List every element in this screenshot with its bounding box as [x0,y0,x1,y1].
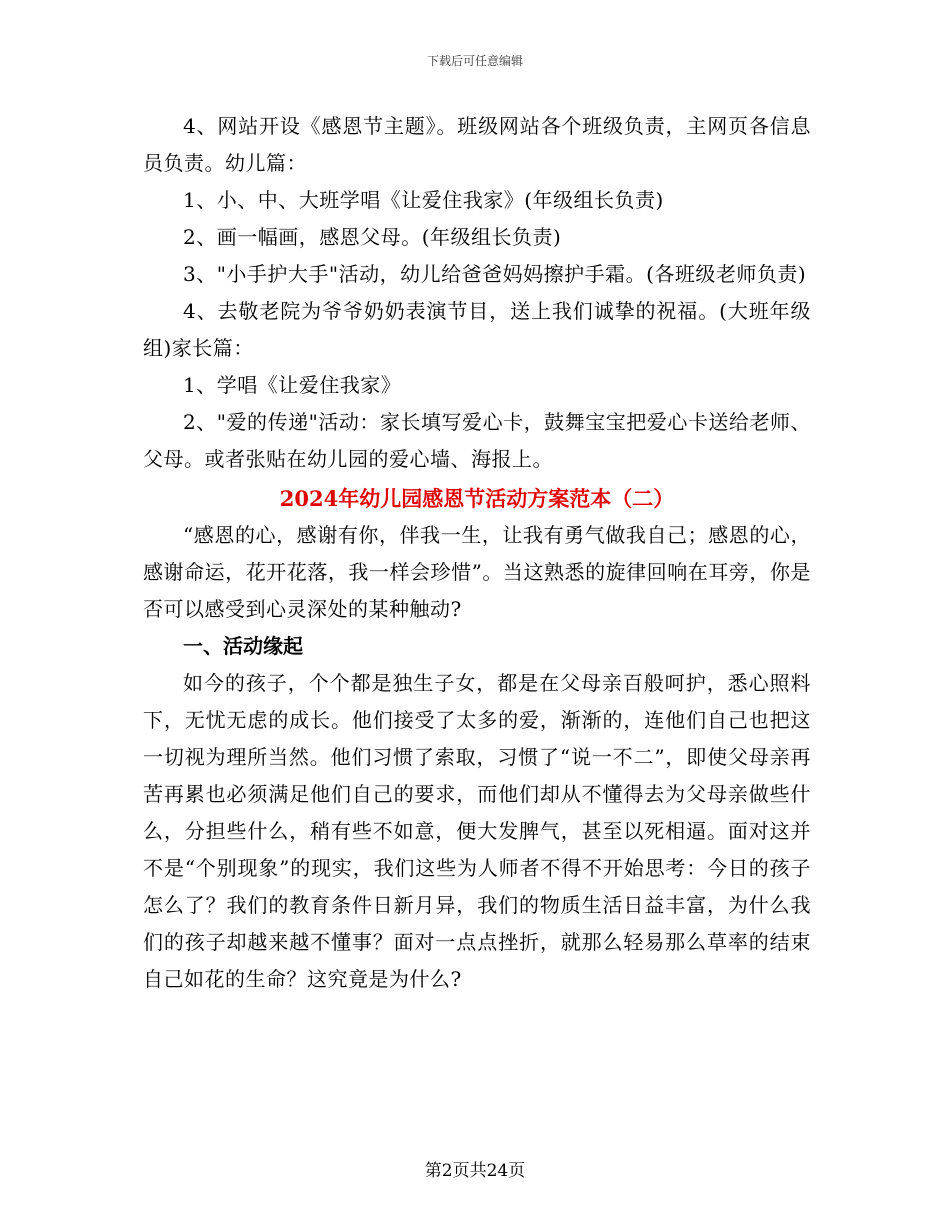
paragraph-sing-song: 1、小、中、大班学唱《让爱住我家》(年级组长负责) [183,188,664,212]
page-number: 第2页共24页 [424,1161,526,1181]
page-header-note: 下载后可任意编辑 [426,54,523,68]
paragraph-intro: “感恩的心，感谢有你，伴我一生，让我有勇气做我自己；感恩的心，感谢命运，花开花落，我一样会珍惜”。当这熟悉的旋律回响在耳旁，你是否可以感受到心灵深处的某种触动? [143,523,811,621]
paragraph-website-topic: 4、网站开设《感恩节主题》。班级网站各个班级负责，主网页各信息员负责。幼儿篇： [143,114,811,175]
subheading-activity-origin: 一、活动缘起 [183,634,303,658]
paragraph-love-card-activity: 2、"爱的传递"活动：家长填写爱心卡，鼓舞宝宝把爱心卡送给老师、父母。或者张贴在幼儿园的爱心墙、海报上。 [143,410,811,471]
paragraph-activity-origin-body: 如今的孩子，个个都是独生子女，都是在父母亲百般呵护，悉心照料下，无忧无虑的成长。他们接受了太多的爱，渐渐的，连他们自己也把这一切视为理所当然。他们习惯了索取，习惯了“说一不二”，即使父母亲再苦再累也必须满足他们自己的要求，而他们却从不懂得去为父母亲做些什么，分担些什么，稍有些不如意，便大发脾气，甚至以死相逼。面对这并不是“个别现象”的现实，我们这些为人师者不得不开始思考：今日的孩子怎么了？我们的教育条件日新月异，我们的物质生活日益丰富，为什么我们的孩子却越来越不懂事？面对一点点挫折，就那么轻易那么草率的结束自己如花的生命？这究竟是为什么? [143,671,811,991]
paragraph-nursing-home-visit: 4、去敬老院为爷爷奶奶表演节目，送上我们诚挚的祝福。(大班年级组)家长篇： [143,299,811,360]
paragraph-draw-picture: 2、画一幅画，感恩父母。(年级组长负责) [183,225,562,249]
section-title: 2024年幼儿园感恩节活动方案范本（二） [279,486,675,511]
paragraph-hand-cream-activity: 3、"小手护大手"活动，幼儿给爸爸妈妈擦护手霜。(各班级老师负责) [183,262,807,286]
document-body [143,108,811,998]
paragraph-parents-sing: 1、学唱《让爱住我家》 [183,373,402,397]
